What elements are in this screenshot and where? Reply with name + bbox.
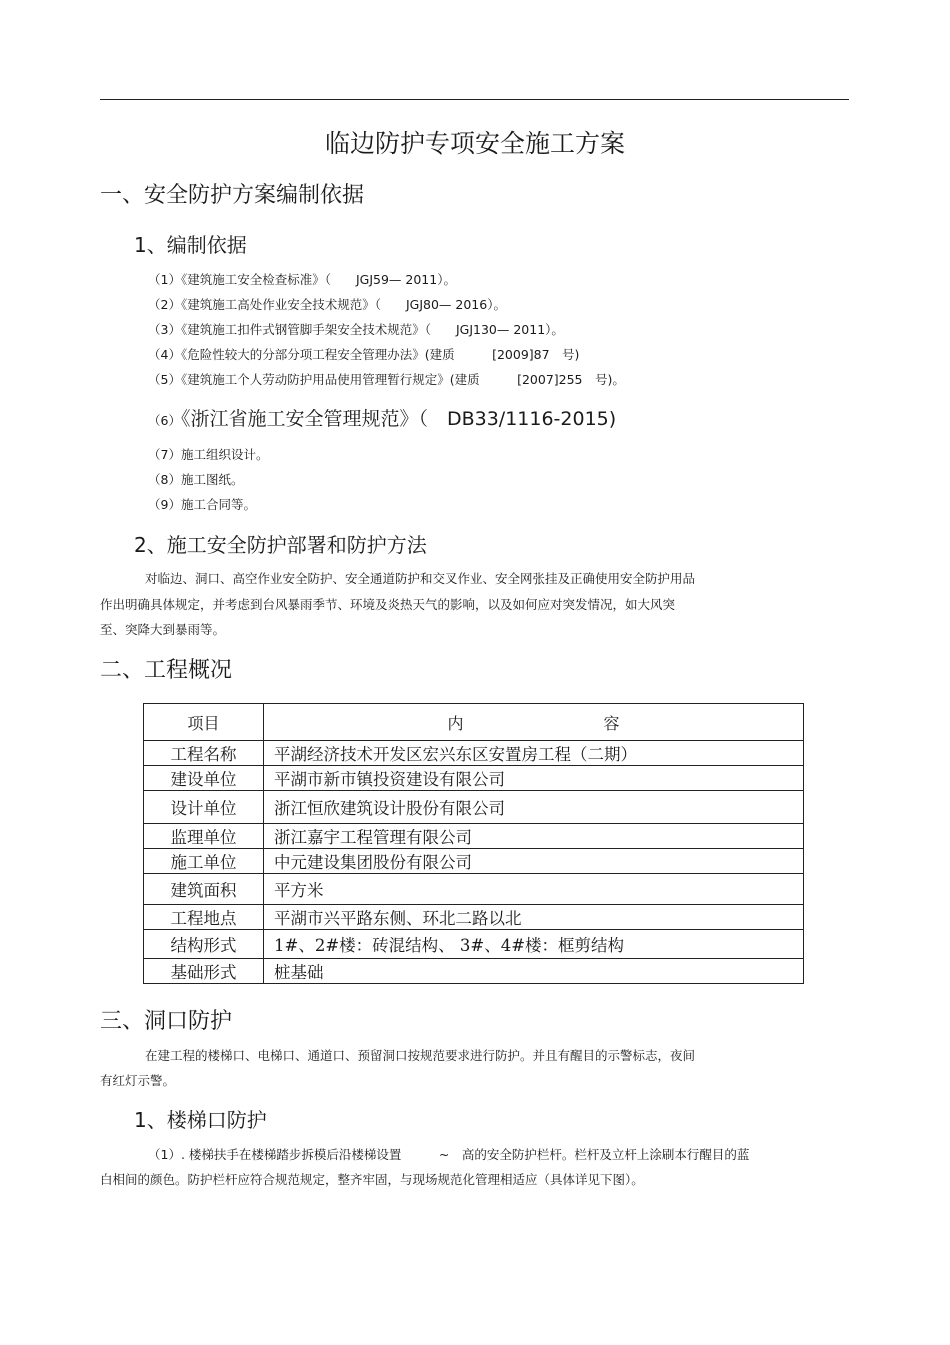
section2-heading: 二、工程概况 [100, 658, 233, 683]
table-cell-value: 平湖市兴平路东侧、环北二路以北 [264, 905, 804, 930]
reference-item: （5）《建筑施工个人劳动防护用品使用管理暂行规定》(建质 [2007]255 号)。 [148, 372, 625, 387]
table-row [144, 741, 804, 766]
table-cell-value: 桩基础 [264, 959, 804, 984]
paragraph-line: 白相间的颜色。防护栏杆应符合规范规定，整齐牢固，与现场规范化管理相适应（具体详见下图）。 [100, 1172, 644, 1187]
table-cell-label: 施工单位 [144, 849, 264, 874]
table-row [144, 930, 804, 959]
table-cell-label: 设计单位 [144, 791, 264, 824]
reference-item: （1）《建筑施工安全检查标准》（ JGJ59— 2011）。 [148, 272, 456, 287]
table-header-row [144, 704, 804, 741]
reference-item-large [148, 404, 616, 431]
paragraph-line: 有红灯示警。 [100, 1073, 176, 1088]
reference-item: （3）《建筑施工扣件式钢管脚手架安全技术规范》（ JGJ130— 2011）。 [148, 322, 564, 337]
project-overview-table [143, 703, 804, 984]
table-cell-value: 平湖市新市镇投资建设有限公司 [264, 766, 804, 791]
section1-sub1-heading: 1、编制依据 [134, 233, 247, 257]
section3-heading: 三、洞口防护 [100, 1009, 233, 1034]
header-rule [100, 99, 849, 100]
paragraph-line: （1）. 楼梯扶手在楼梯踏步拆模后沿楼梯设置 ~ 高的安全防护栏杆。栏杆及立杆上涂刷本行醒目的蓝 [148, 1147, 750, 1162]
table-header-cell: 项目 [144, 704, 264, 741]
table-header-cell: 内容 [264, 704, 804, 741]
table-cell-value: 浙江恒欣建筑设计股份有限公司 [264, 791, 804, 824]
table-row [144, 766, 804, 791]
table-cell-label: 工程地点 [144, 905, 264, 930]
document-title: 临边防护专项安全施工方案 [324, 129, 625, 158]
paragraph-line: 在建工程的楼梯口、电梯口、通道口、预留洞口按规范要求进行防护。并且有醒目的示警标志，夜间 [145, 1048, 696, 1063]
table-cell-label: 工程名称 [144, 741, 264, 766]
table-cell-label: 基础形式 [144, 959, 264, 984]
section1-sub2-heading: 2、施工安全防护部署和防护方法 [134, 533, 427, 557]
table-cell-label: 建筑面积 [144, 874, 264, 905]
table-cell-label: 监理单位 [144, 824, 264, 849]
table-cell-value: 平方米 [264, 874, 804, 905]
table-row [144, 849, 804, 874]
reference-text: 《浙江省施工安全管理规范》（ DB33/1116-2015) [180, 408, 617, 430]
table-cell-value: 浙江嘉宇工程管理有限公司 [264, 824, 804, 849]
reference-item: （7）施工组织设计。 [148, 447, 269, 462]
paragraph-line: 作出明确具体规定，并考虑到台风暴雨季节、环境及炎热天气的影响，以及如何应对突发情况，如大风突 [100, 597, 676, 612]
section3-sub1-heading: 1、楼梯口防护 [134, 1108, 267, 1132]
table-row [144, 824, 804, 849]
table-cell-label: 建设单位 [144, 766, 264, 791]
table-row [144, 959, 804, 984]
reference-item: （4）《危险性较大的分部分项工程安全管理办法》(建质 [2009]87 号) [148, 347, 580, 362]
paragraph-line: 至、突降大到暴雨等。 [100, 622, 226, 637]
table-row [144, 905, 804, 930]
reference-number: （6） [148, 413, 181, 428]
table-cell-label: 结构形式 [144, 930, 264, 959]
section1-heading: 一、安全防护方案编制依据 [100, 183, 365, 208]
reference-item: （9）施工合同等。 [148, 497, 256, 512]
paragraph-line: 对临边、洞口、高空作业安全防护、安全通道防护和交叉作业、安全网张挂及正确使用安全防护用品 [145, 571, 696, 586]
table-cell-value: 平湖经济技术开发区宏兴东区安置房工程（二期） [264, 741, 804, 766]
table-cell-value: 中元建设集团股份有限公司 [264, 849, 804, 874]
table-row [144, 791, 804, 824]
reference-item: （8）施工图纸。 [148, 472, 244, 487]
table-row [144, 874, 804, 905]
table-cell-value: 1#、2#楼：砖混结构、 3#、4#楼：框剪结构 [264, 930, 804, 959]
reference-item: （2）《建筑施工高处作业安全技术规范》（ JGJ80— 2016）。 [148, 297, 506, 312]
